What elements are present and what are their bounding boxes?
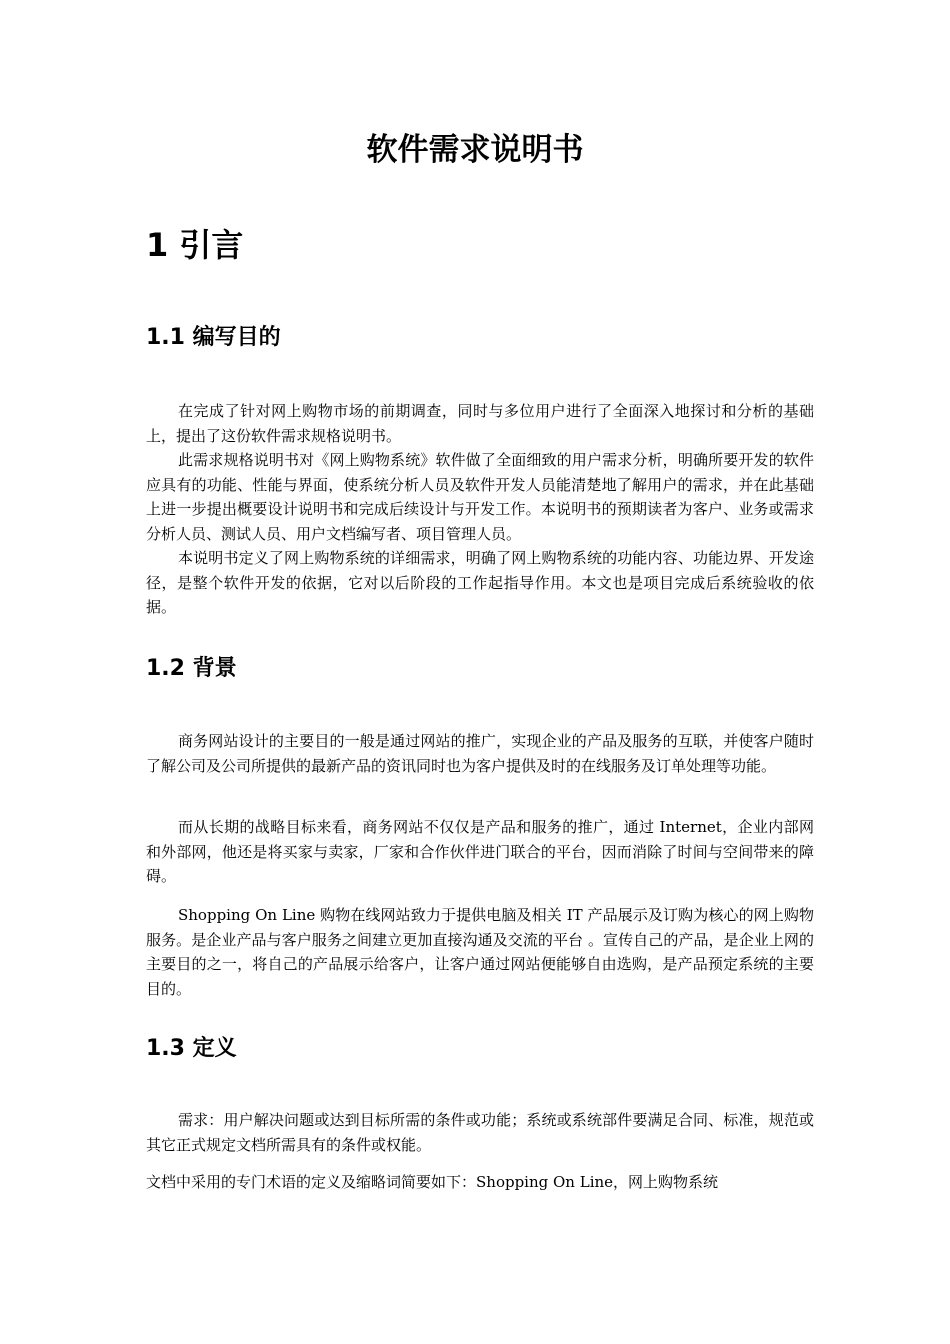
paragraph: Shopping On Line 购物在线网站致力于提供电脑及相关 IT 产品展示及订购为核心的网上购物服务。是企业产品与客户服务之间建立更加直接沟通及交流的平台 。宣传自己的产品，是企业上网的主要目的之一，将自己的产品展示给客户，让客户通过网站便能够自由选购，是产品预定系统的主要目的。 [146, 906, 814, 998]
paragraph: 需求：用户解决问题或达到目标所需的条件或功能；系统或系统部件要满足合同、标准，规范或其它正式规定文档所需具有的条件或权能。 [146, 1111, 814, 1154]
paragraph: 本说明书定义了网上购物系统的详细需求，明确了网上购物系统的功能内容、功能边界、开发途径，是整个软件开发的依据，它对以后阶段的工作起指导作用。本文也是项目完成后系统验收的依据。 [146, 549, 814, 616]
subsection-heading-purpose: 1.1 编写目的 [146, 325, 281, 350]
document-title: 软件需求说明书 [366, 132, 584, 168]
paragraph: 而从长期的战略目标来看，商务网站不仅仅是产品和服务的推广，通过 Internet，企业内部网 和外部网，他还是将买家与卖家，厂家和合作伙伴进门联合的平台，因而消除了时间与空间带来的障碍。 [146, 818, 814, 885]
paragraph: 商务网站设计的主要目的一般是通过网站的推广，实现企业的产品及服务的互联，并使客户随时了解公司及公司所提供的最新产品的资讯同时也为客户提供及时的在线服务及订单处理等功能。 [146, 732, 814, 775]
section-heading-introduction: 1 引言 [146, 226, 244, 264]
paragraph: 在完成了针对网上购物市场的前期调查，同时与多位用户进行了全面深入地探讨和分析的基础上，提出了这份软件需求规格说明书。 [146, 402, 814, 445]
paragraph: 文档中采用的专门术语的定义及缩略词简要如下：Shopping On Line，网上购物系统 [146, 1173, 719, 1191]
subsection-heading-definitions: 1.3 定义 [146, 1036, 237, 1061]
paragraph: 此需求规格说明书对《网上购物系统》软件做了全面细致的用户需求分析，明确所要开发的软件应具有的功能、性能与界面，使系统分析人员及软件开发人员能清楚地了解用户的需求，并在此基础上进一步提出概要设计说明书和完成后续设计与开发工作。本说明书的预期读者为客户、业务或需求分析人员、测试人员、用户文档编写者、项目管理人员。 [146, 451, 814, 543]
subsection-heading-background: 1.2 背景 [146, 656, 237, 681]
